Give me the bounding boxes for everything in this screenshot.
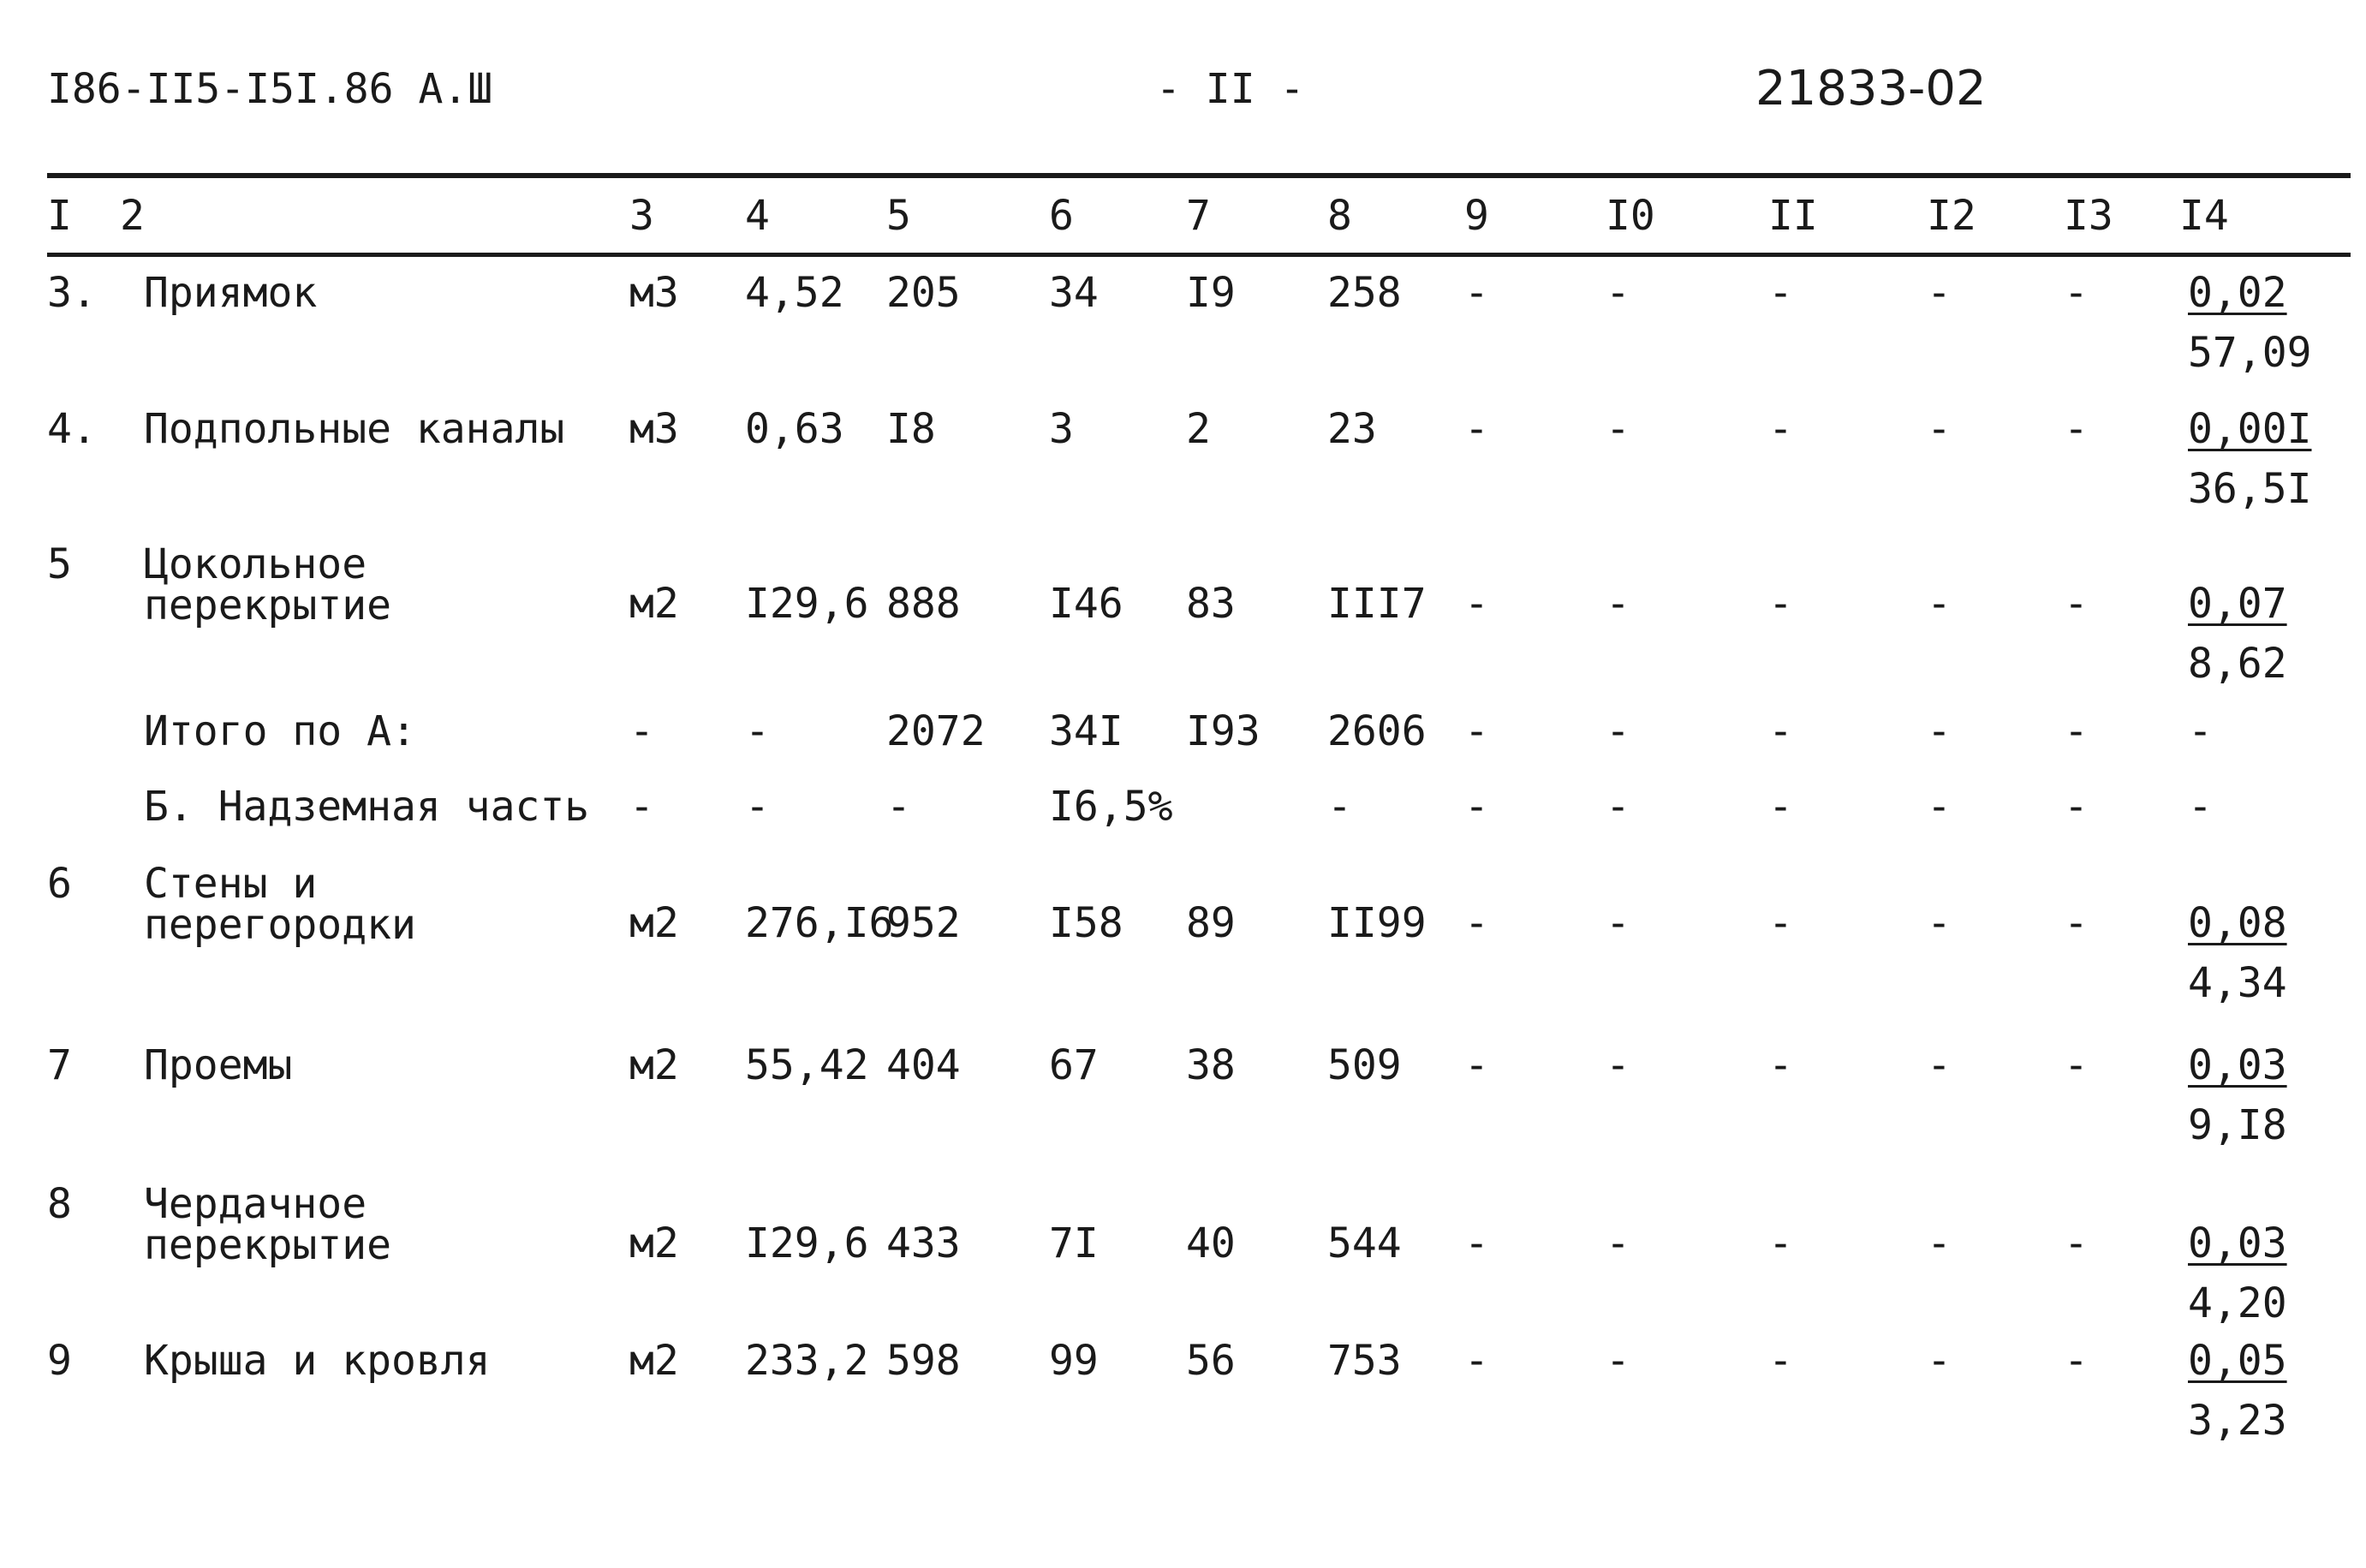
row-quantity: 276,I6 [745,899,894,947]
row-name: Б. Надземная часть [144,783,590,831]
table-header-rule [47,253,2351,257]
row-col-5: 598 [886,1337,961,1385]
row-col-11: - [1768,580,1793,628]
row-col-14-top: 0,00I [2188,405,2312,453]
page-number: - II - [1156,65,1305,113]
column-header-8: 8 [1327,192,1352,240]
row-col-11: - [1768,707,1793,755]
row-col-12: - [1927,707,1952,755]
row-unit: - [629,783,654,831]
row-col-14-top: 0,05 [2188,1337,2287,1385]
row-name: Стены и перегородки [144,860,416,949]
row-col-14-bottom: 4,20 [2188,1279,2287,1327]
row-col-10: - [1606,707,1630,755]
row-col-6: 99 [1049,1337,1099,1385]
row-col-8: 23 [1327,405,1377,453]
row-col-12: - [1927,405,1952,453]
row-col-12: - [1927,1337,1952,1385]
row-unit: - [629,707,654,755]
row-col-12: - [1927,899,1952,947]
column-header-10: I0 [1606,192,1655,240]
row-unit: м3 [629,269,679,317]
row-col-11: - [1768,1041,1793,1089]
row-col-8: 544 [1327,1219,1402,1267]
row-col-9: - [1464,1337,1489,1385]
row-number: 8 [47,1180,72,1228]
row-col-14-top: 0,03 [2188,1041,2287,1089]
row-col-11: - [1768,1337,1793,1385]
row-name: Итого по А: [144,707,416,755]
row-col-14-top: 0,02 [2188,269,2287,317]
row-col-14-bottom: 57,09 [2188,329,2312,377]
row-col-8: III7 [1327,580,1427,628]
column-header-13: I3 [2064,192,2113,240]
row-col-6: 34I [1049,707,1123,755]
row-col-13: - [2064,580,2089,628]
row-col-7: I93 [1186,707,1260,755]
row-col-14-top: 0,03 [2188,1219,2287,1267]
row-col-13: - [2064,899,2089,947]
row-unit: м2 [629,899,679,947]
row-col-12: - [1927,580,1952,628]
document-code: I86-II5-I5I.86 А.Ш [47,65,493,113]
row-name: Подпольные каналы [144,405,565,453]
row-col-6: 67 [1049,1041,1099,1089]
row-col-14-bottom: 36,5I [2188,465,2312,513]
row-col-9: - [1464,269,1489,317]
row-number: 7 [47,1041,72,1089]
row-col-7: I9 [1186,269,1236,317]
row-col-7: 38 [1186,1041,1236,1089]
row-col-6: 7I [1049,1219,1099,1267]
table-top-rule [47,173,2351,178]
column-header-1: I [47,192,72,240]
row-col-7: 56 [1186,1337,1236,1385]
row-unit: м2 [629,1337,679,1385]
row-number: 9 [47,1337,72,1385]
row-col-8: 2606 [1327,707,1427,755]
column-header-7: 7 [1186,192,1211,240]
row-col-9: - [1464,783,1489,831]
row-col-10: - [1606,1041,1630,1089]
row-col-11: - [1768,269,1793,317]
row-col-14-top: 0,08 [2188,899,2287,947]
row-quantity: 55,42 [745,1041,869,1089]
row-col-5: I8 [886,405,936,453]
column-header-4: 4 [745,192,770,240]
row-col-12: - [1927,1219,1952,1267]
row-name: Приямок [144,269,318,317]
row-col-9: - [1464,707,1489,755]
row-col-14-bottom: 3,23 [2188,1397,2287,1445]
row-number: 3. [47,269,97,317]
row-col-5: 952 [886,899,961,947]
row-col-9: - [1464,899,1489,947]
row-col-13: - [2064,783,2089,831]
row-col-13: - [2064,1337,2089,1385]
row-col-7: 83 [1186,580,1236,628]
row-quantity: I29,6 [745,1219,869,1267]
column-header-6: 6 [1049,192,1074,240]
row-col-12: - [1927,269,1952,317]
row-col-11: - [1768,783,1793,831]
row-quantity: 233,2 [745,1337,869,1385]
row-col-7: 89 [1186,899,1236,947]
row-number: 6 [47,860,72,908]
row-col-6: 3 [1049,405,1074,453]
row-col-5: 205 [886,269,961,317]
row-col-10: - [1606,580,1630,628]
row-col-6: I58 [1049,899,1123,947]
row-col-14-top: 0,07 [2188,580,2287,628]
row-col-5: 888 [886,580,961,628]
row-col-9: - [1464,405,1489,453]
row-col-9: - [1464,1219,1489,1267]
row-unit: м3 [629,405,679,453]
row-col-14-bottom: 4,34 [2188,959,2287,1007]
column-header-5: 5 [886,192,911,240]
row-col-8: II99 [1327,899,1427,947]
row-col-10: - [1606,1337,1630,1385]
row-col-7: 40 [1186,1219,1236,1267]
row-col-10: - [1606,405,1630,453]
row-quantity: - [745,707,770,755]
row-col-6: I46 [1049,580,1123,628]
row-col-5: 404 [886,1041,961,1089]
row-col-11: - [1768,405,1793,453]
row-col-13: - [2064,269,2089,317]
row-col-9: - [1464,580,1489,628]
row-name: Крыша и кровля [144,1337,491,1385]
row-col-10: - [1606,1219,1630,1267]
row-col-12: - [1927,783,1952,831]
row-col-10: - [1606,269,1630,317]
row-col-7: 2 [1186,405,1211,453]
row-col-14-bottom: 9,I8 [2188,1101,2287,1149]
row-unit: м2 [629,580,679,628]
row-name: Проемы [144,1041,293,1089]
row-unit: м2 [629,1041,679,1089]
column-header-11: II [1768,192,1818,240]
row-unit: м2 [629,1219,679,1267]
row-col-8: 258 [1327,269,1402,317]
column-header-9: 9 [1464,192,1489,240]
row-name: Цокольное перекрытие [144,540,391,629]
column-header-3: 3 [629,192,654,240]
row-col-8: 753 [1327,1337,1402,1385]
row-col-14-top: - [2188,707,2213,755]
column-header-12: I2 [1927,192,1976,240]
column-header-14: I4 [2179,192,2229,240]
inventory-number: 21833-02 [1755,61,1987,116]
row-quantity: 0,63 [745,405,844,453]
column-header-2: 2 [120,192,145,240]
row-col-10: - [1606,899,1630,947]
row-quantity: I29,6 [745,580,869,628]
row-quantity: - [745,783,770,831]
row-col-11: - [1768,899,1793,947]
row-col-13: - [2064,1219,2089,1267]
row-col-13: - [2064,707,2089,755]
row-col-14-top: - [2188,783,2213,831]
row-col-12: - [1927,1041,1952,1089]
row-col-5: 2072 [886,707,986,755]
row-col-14-bottom: 8,62 [2188,640,2287,688]
row-quantity: 4,52 [745,269,844,317]
row-col-6: 34 [1049,269,1099,317]
row-col-9: - [1464,1041,1489,1089]
row-col-11: - [1768,1219,1793,1267]
row-col-13: - [2064,1041,2089,1089]
row-col-8: 509 [1327,1041,1402,1089]
row-col-6: I6,5% [1049,783,1173,831]
row-col-5: - [886,783,911,831]
row-col-13: - [2064,405,2089,453]
row-number: 4. [47,405,97,453]
row-number: 5 [47,540,72,588]
row-col-8: - [1327,783,1352,831]
row-col-10: - [1606,783,1630,831]
row-col-5: 433 [886,1219,961,1267]
row-name: Чердачное перекрытие [144,1180,391,1269]
